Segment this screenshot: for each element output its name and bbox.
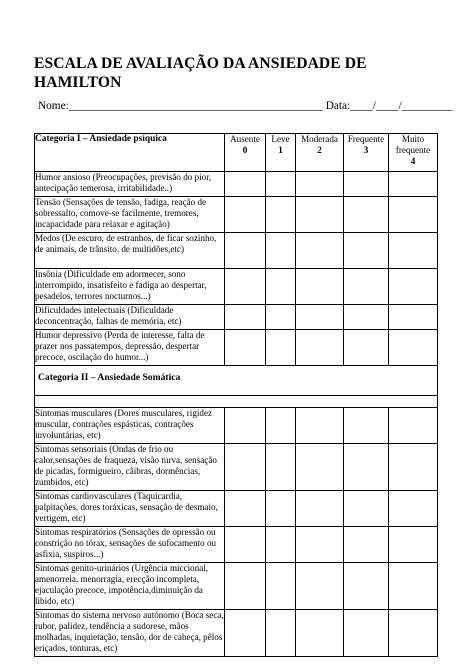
item-sintomas-genito-urinarios: Sintomas genito-urinários (Urgência miccional, amenorreia, menorragia, erecção incompleta, ejaculação precoce, impotência,diminuição da libido, etc) — [35, 563, 225, 610]
answer-cell[interactable] — [296, 408, 344, 444]
item-humor-ansioso: Humor ansioso (Preocupações, previsão do pior, antecipação temerosa, irritabilidade..) — [35, 172, 225, 197]
answer-cell[interactable] — [225, 305, 266, 330]
answer-cell[interactable] — [225, 197, 266, 233]
answer-cell[interactable] — [389, 491, 438, 527]
answer-cell[interactable] — [389, 408, 438, 444]
item-humor-depressivo: Humor depressivo (Perda de interesse, falta de prazer nos passatempos, depressão, despertar precoce, oscilação do humor...) — [35, 330, 225, 366]
table-row — [35, 197, 438, 233]
answer-cell[interactable] — [266, 563, 296, 610]
answer-cell[interactable] — [266, 408, 296, 444]
answer-cell[interactable] — [266, 610, 296, 657]
item-sintomas-sensoriais: Sintomas sensoriais (Ondas de frio ou calor,sensações de fraqueza, visão turva, sensação de picadas, formigueiro, cãibras, dormências, zumbidos, etc) — [35, 444, 225, 491]
answer-cell[interactable] — [266, 269, 296, 305]
answer-cell[interactable] — [266, 305, 296, 330]
table-row — [35, 305, 438, 330]
answer-cell[interactable] — [266, 233, 296, 269]
table-row — [35, 527, 438, 563]
item-sintomas-musculares: Sintomas musculares (Dores musculares, rigidez muscular, contrações espásticas, contrações involuntárias, etc) — [35, 408, 225, 444]
answer-cell[interactable] — [389, 269, 438, 305]
answer-cell[interactable] — [225, 269, 266, 305]
answer-cell[interactable] — [344, 491, 389, 527]
answer-cell[interactable] — [389, 444, 438, 491]
table-row — [35, 491, 438, 527]
anxiety-scale-table — [34, 133, 438, 657]
category2-header-row — [35, 366, 438, 396]
table-row — [35, 330, 438, 366]
item-sintomas-respiratorios: Sintomas respiratórios (Sensações de opressão ou constrição no tórax, sensações de sufocamento ou asfixia, suspiros...) — [35, 527, 225, 563]
answer-cell[interactable] — [389, 563, 438, 610]
item-insonia: Insônia (Dificuldade em adormecer, sono interrompido, insatisfeito e fadiga ao despertar, pesadelos, terrores nocturnos...) — [35, 269, 225, 305]
answer-cell[interactable] — [225, 563, 266, 610]
answer-cell[interactable] — [225, 330, 266, 366]
answer-cell[interactable] — [225, 491, 266, 527]
answer-cell[interactable] — [344, 563, 389, 610]
answer-cell[interactable] — [344, 172, 389, 197]
answer-cell[interactable] — [296, 610, 344, 657]
table-row — [35, 172, 438, 197]
answer-cell[interactable] — [296, 305, 344, 330]
page-title: ESCALA DE AVALIAÇÃO DA ANSIEDADE DE HAMILTON — [34, 55, 367, 91]
answer-cell[interactable] — [225, 610, 266, 657]
table-row — [35, 408, 438, 444]
answer-cell[interactable] — [344, 305, 389, 330]
answer-cell[interactable] — [389, 233, 438, 269]
item-sintomas-cardiovasculares: Sintomas cardiovasculares (Taquicardia, palpitações, dores toráxicas, sensação de desmaio, vertigem, etc) — [35, 491, 225, 527]
answer-cell[interactable] — [296, 563, 344, 610]
item-sistema-nervoso-autonomo: Sintomas do sistema nervoso autónomo (Boca seca, rubor, palidez, tendência a sudorese, mãos molhadas, inquietação, tensão, dor de cabeça, pêlos eriçados, tonturas, etc) — [35, 610, 225, 657]
spacer-row — [35, 396, 438, 408]
answer-cell[interactable] — [296, 527, 344, 563]
answer-cell[interactable] — [389, 610, 438, 657]
answer-cell[interactable] — [344, 269, 389, 305]
answer-cell[interactable] — [344, 408, 389, 444]
column-frequent: Frequente 3 — [344, 134, 389, 172]
answer-cell[interactable] — [389, 330, 438, 366]
answer-cell[interactable] — [266, 444, 296, 491]
answer-cell[interactable] — [225, 233, 266, 269]
table-row — [35, 444, 438, 491]
answer-cell[interactable] — [225, 172, 266, 197]
column-absent: Ausente 0 — [225, 134, 266, 172]
table-header-row — [35, 134, 438, 172]
answer-cell[interactable] — [344, 233, 389, 269]
answer-cell[interactable] — [296, 269, 344, 305]
item-tensao: Tensão (Sensações de tensão, fadiga, reação de sobressalto, comove-se facilmente, tremores, incapacidade para relaxar e agitação) — [35, 197, 225, 233]
answer-cell[interactable] — [344, 527, 389, 563]
answer-cell[interactable] — [344, 444, 389, 491]
answer-cell[interactable] — [266, 172, 296, 197]
answer-cell[interactable] — [389, 197, 438, 233]
answer-cell[interactable] — [266, 527, 296, 563]
answer-cell[interactable] — [296, 491, 344, 527]
answer-cell[interactable] — [389, 172, 438, 197]
answer-cell[interactable] — [296, 330, 344, 366]
answer-cell[interactable] — [296, 233, 344, 269]
answer-cell[interactable] — [266, 491, 296, 527]
answer-cell[interactable] — [389, 527, 438, 563]
category2-title: Categoria II – Ansiedade Somática — [35, 366, 438, 396]
table-row — [35, 233, 438, 269]
answer-cell[interactable] — [344, 610, 389, 657]
answer-cell[interactable] — [296, 444, 344, 491]
column-mild: Leve 1 — [266, 134, 296, 172]
answer-cell[interactable] — [266, 197, 296, 233]
answer-cell[interactable] — [344, 330, 389, 366]
table-row — [35, 269, 438, 305]
answer-cell[interactable] — [389, 305, 438, 330]
item-dificuldades-intelectuais: Dificuldades intelectuais (Dificuldade deconcentração, falhas de memória, etc) — [35, 305, 225, 330]
column-moderate: Moderada 2 — [296, 134, 344, 172]
name-date-line: Nome:_____________________________________________ Data:____/____/_________ — [38, 100, 453, 112]
answer-cell[interactable] — [266, 330, 296, 366]
table-row — [35, 610, 438, 657]
item-medos: Medos (De escuro, de estranhos, de ficar sozinho, de animais, de trânsito, de multidões,etc) — [35, 233, 225, 269]
column-very-frequent: Muito frequente 4 — [389, 134, 438, 172]
category1-title: Categoria I – Ansiedade psíquica — [35, 134, 225, 172]
answer-cell[interactable] — [344, 197, 389, 233]
answer-cell[interactable] — [296, 197, 344, 233]
answer-cell[interactable] — [296, 172, 344, 197]
answer-cell[interactable] — [225, 408, 266, 444]
table-row — [35, 563, 438, 610]
answer-cell[interactable] — [225, 444, 266, 491]
spacer-cell — [35, 396, 438, 408]
answer-cell[interactable] — [225, 527, 266, 563]
